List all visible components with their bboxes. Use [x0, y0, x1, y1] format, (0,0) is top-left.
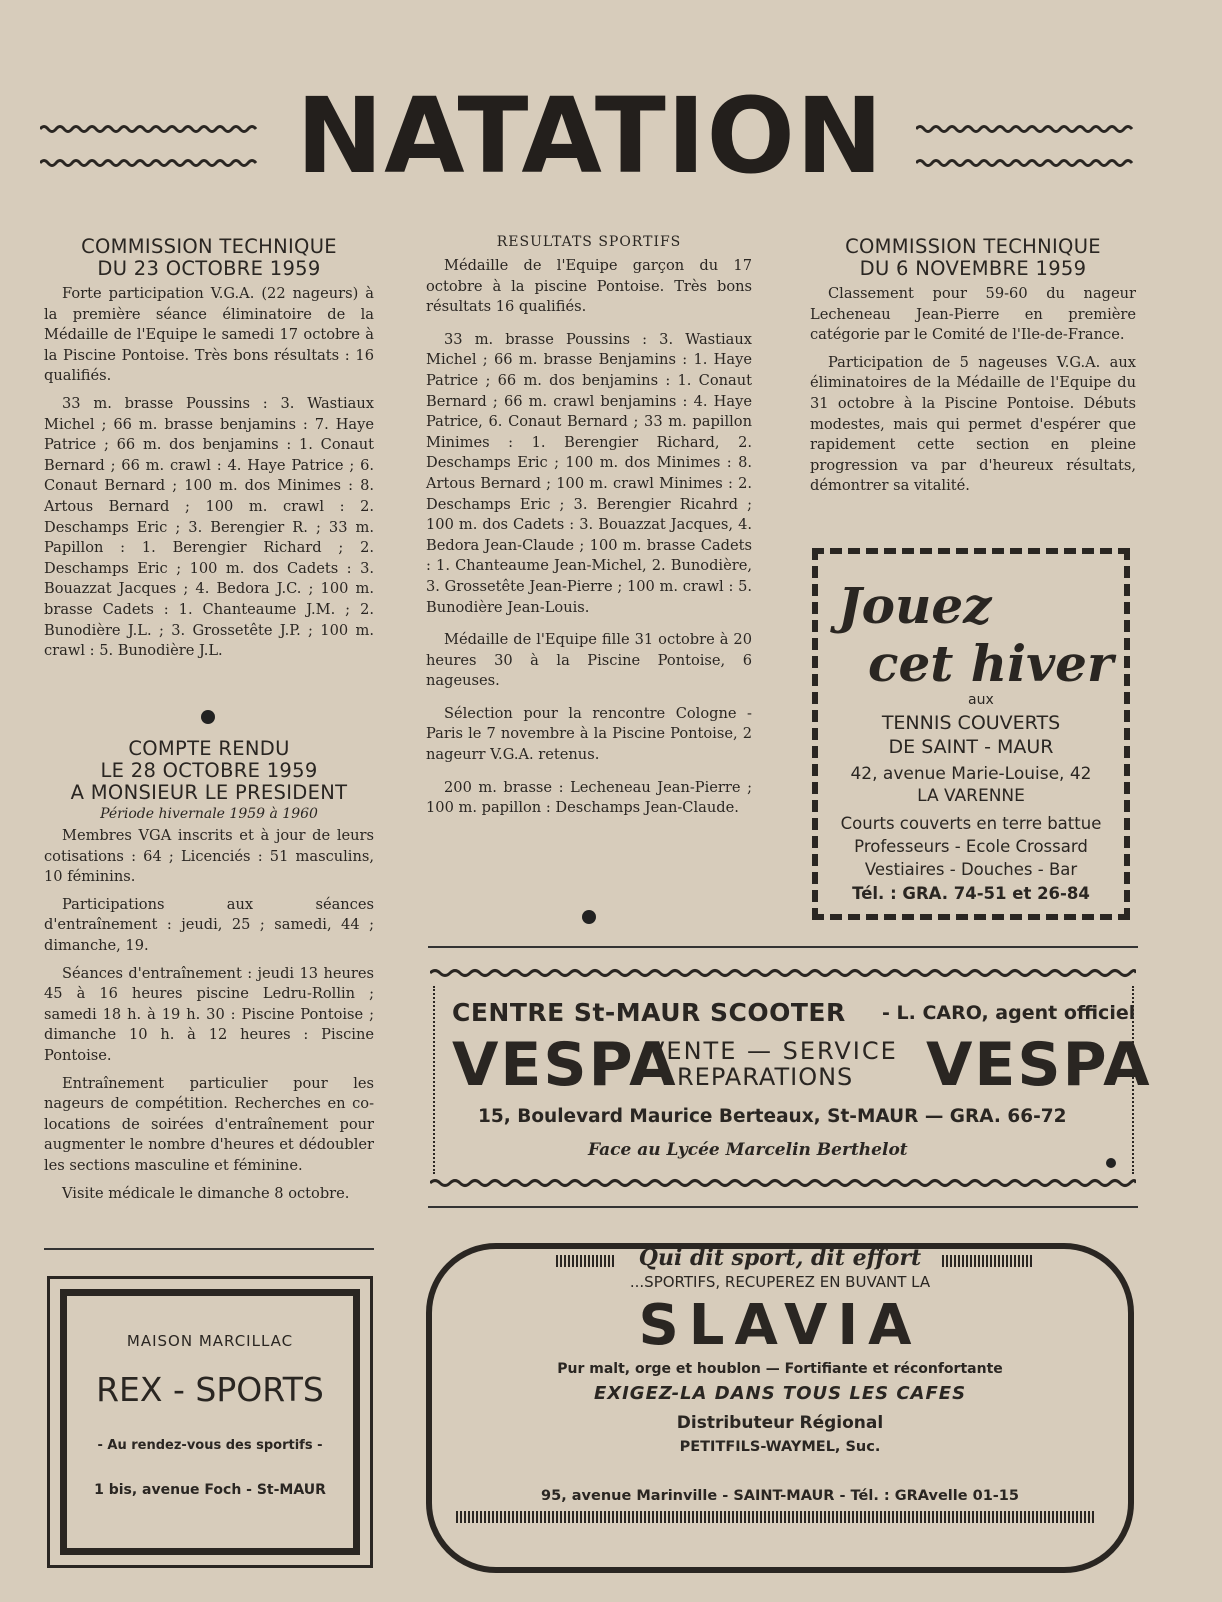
middle-paragraph: Médaille de l'Equipe garçon du 17 octobre à la piscine Pontoise. Très bons résultats 16 qualifiés.: [426, 257, 752, 316]
tennis-line1: Courts couverts en terre battue: [840, 814, 1102, 833]
middle-paragraph: 33 m. brasse Poussins : 3. Wastiaux Michel ; 66 m. brasse Benjamins : 1. Haye Patrice ; 66 m. dos benjamins : 1. Conaut Bernard ; 66 m. crawl benjamins : 4. Haye Patrice, 6. Conaut Bernard ; 33 m. papillon Minimes : 1. Berengier Richard, 2. Deschamps Eric ; 100 m. dos Minimes : 8. Artous Bernard ; 100 m. crawl Minimes : 2. Deschamps Eric ; 3. Berengier Ricahrd ; 100 m. dos Cadets : 3. Bouazzat Jacques, 4. Bedora Jean-Claude ; 100 m. brasse Cadets : 1. Chanteaume Jean-Michel, 2. Bunodière, 3. Grossetête Jean-Pierre ; 100 m. crawl : 5. Bunodière Jean-Louis.: [426, 330, 752, 616]
ad-rex-sports: [47, 1276, 373, 1568]
section2-heading-line3: A MONSIEUR LE PRESIDENT: [70, 781, 348, 804]
mid-rule-bottom: [428, 1206, 1138, 1208]
bullet-divider: [582, 910, 596, 924]
ad-tennis: [812, 548, 1130, 920]
vespa-header-left: CENTRE St-MAUR SCOOTER: [452, 998, 846, 1027]
left-column-section2: [44, 738, 374, 1211]
left-column-rule: [44, 1248, 374, 1250]
rex-name: REX - SPORTS: [96, 1370, 324, 1409]
vespa-dot: [1106, 1158, 1116, 1168]
middle-paragraph: Sélection pour la rencontre Cologne - Paris le 7 novembre à la Piscine Pontoise, 2 nageurr V.G.A. retenus.: [426, 704, 752, 764]
left-column: [44, 236, 374, 669]
right-heading-line1: COMMISSION TECHNIQUE: [845, 235, 1101, 258]
section2-paragraph: Membres VGA inscrits et à jour de leurs cotisations : 64 ; Licenciés : 51 masculins, 10 féminins.: [44, 827, 374, 886]
tennis-script-line1: Jouez: [838, 576, 992, 635]
right-paragraph: Participation de 5 nageuses V.G.A. aux éliminatoires de la Médaille de l'Equipe du 31 octobre à la Piscine Pontoise. Débuts modestes, mais qui permet d'espérer que rapidement cette section en pleine progression va par d'heureux résultats, démontrer sa vitalité.: [810, 353, 1136, 495]
right-heading-line2: DU 6 NOVEMBRE 1959: [859, 257, 1087, 280]
middle-column: [426, 234, 752, 826]
rex-address: 1 bis, avenue Foch - St-MAUR: [94, 1482, 326, 1498]
right-paragraph: Classement pour 59-60 du nageur Lecheneau Jean-Pierre en première catégorie par le Comité de l'Ile-de-France.: [810, 285, 1136, 344]
vespa-border-bottom: [430, 1178, 1136, 1188]
tennis-name-line2: DE SAINT - MAUR: [888, 736, 1054, 758]
slavia-desc: Pur malt, orge et houblon — Fortifiante et réconfortante: [557, 1361, 1003, 1377]
middle-paragraph: Médaille de l'Equipe fille 31 octobre à 20 heures 30 à la Piscine Pontoise, 6 nageuses.: [426, 631, 752, 690]
section2-paragraph: Séances d'entraînement : jeudi 13 heures 45 à 16 heures piscine Ledru-Rollin ; samedi 18 h. à 19 h. 30 : Piscine Pontoise ; dimanche 10 h. à 12 heures : Piscine Pontoise.: [44, 964, 374, 1064]
tennis-line3: Vestiaires - Douches - Bar: [864, 860, 1078, 879]
section2-paragraph: Entraînement particulier pour les nageurs de compétition. Recherches en co-locations de soirées d'entraînement pour augmenter le nombre d'heures et dédoubler les sections masculine et féminine.: [44, 1074, 374, 1174]
wavy-rule-left-top: [40, 122, 258, 136]
tennis-aux: aux: [968, 692, 994, 708]
vespa-side-left: [433, 986, 437, 1174]
tennis-name-line1: TENNIS COUVERTS: [881, 712, 1061, 734]
wavy-rule-right-bottom: [916, 156, 1134, 170]
page-title: NATATION: [296, 75, 884, 197]
section2-heading-line1: COMPTE RENDU: [128, 737, 290, 760]
rex-inner-frame: [60, 1289, 360, 1555]
wavy-rule-right-top: [916, 122, 1134, 136]
section1-paragraph: Forte participation V.G.A. (22 nageurs) à la première séance éliminatoire de la Médaille de l'Equipe le samedi 17 octobre à la Piscine Pontoise. Très bons résultats : 16 qualifiés.: [44, 285, 374, 385]
vespa-services-line1: VENTE — SERVICE: [648, 1037, 898, 1065]
mid-rule-top: [428, 946, 1138, 948]
vespa-tagline: Face au Lycée Marcelin Berthelot: [588, 1140, 908, 1160]
vespa-border-top: [430, 968, 1136, 978]
slavia-footer: 95, avenue Marinville - SAINT-MAUR - Tél. : GRAvelle 01-15: [541, 1488, 1019, 1504]
vespa-header-right: - L. CARO, agent officiel: [882, 1002, 1136, 1024]
rex-slogan: - Au rendez-vous des sportifs -: [97, 1438, 323, 1453]
tennis-city: LA VARENNE: [917, 786, 1025, 806]
section1-heading-line1: COMMISSION TECHNIQUE: [81, 235, 337, 258]
middle-paragraph: 200 m. brasse : Lecheneau Jean-Pierre ; 100 m. papillon : Deschamps Jean-Claude.: [426, 778, 752, 817]
vespa-brand-left: VESPA: [452, 1030, 678, 1100]
slavia-dist-name: PETITFILS-WAYMEL, Suc.: [679, 1439, 881, 1455]
tennis-address: 42, avenue Marie-Louise, 42: [850, 764, 1092, 784]
slavia-slogan: Qui dit sport, dit effort: [638, 1245, 922, 1271]
section2-paragraph: Visite médicale le dimanche 8 octobre.: [62, 1184, 350, 1202]
slavia-intro: ...SPORTIFS, RECUPEREZ EN BUVANT LA: [629, 1273, 931, 1291]
middle-heading: RESULTATS SPORTIFS: [496, 234, 682, 250]
section1-paragraph: 33 m. brasse Poussins : 3. Wastiaux Michel ; 66 m. brasse benjamins : 7. Haye Patrice ; 66 m. dos benjamins : 1. Conaut Bernard ; 66 m. crawl : 4. Haye Patrice ; 6. Conaut Bernard ; 100 m. dos Minimes : 8. Artous Bernard ; 100 m. crawl : 2. Deschamps Eric ; 3. Berengier R. ; 33 m. Papillon : 1. Berengier Richard ; 2. Deschamps Eric ; 100 m. dos Cadets : 3. Bouazzat Jacques ; 4. Bedora J.C. ; 100 m. brasse Cadets : 1. Chanteaume J.M. ; 2. Bunodière J.L. ; 3. Grossetête J.P. ; 100 m. crawl : 5. Bunodière J.L.: [44, 394, 374, 660]
tennis-script-line2: cet hiver: [868, 634, 1114, 693]
vespa-address: 15, Boulevard Maurice Berteaux, St-MAUR — GRA. 66-72: [478, 1106, 1067, 1127]
right-column: [810, 236, 1136, 504]
vespa-services-line2: REPARATIONS: [677, 1063, 854, 1091]
section1-heading-line2: DU 23 OCTOBRE 1959: [97, 257, 321, 280]
section2-subtitle: Période hivernale 1959 à 1960: [100, 806, 318, 822]
slavia-dist-title: Distributeur Régional: [676, 1413, 884, 1433]
slavia-hatch-bottom: [456, 1511, 1096, 1523]
vespa-brand-right: VESPA: [926, 1030, 1152, 1100]
tennis-phone: Tél. : GRA. 74-51 et 26-84: [852, 884, 1090, 903]
section2-paragraph: Participations aux séances d'entraînement : jeudi, 25 ; samedi, 44 ; dimanche, 19.: [44, 895, 374, 954]
section2-heading-line2: LE 28 OCTOBRE 1959: [100, 759, 318, 782]
ad-slavia: [426, 1243, 1134, 1573]
wavy-rule-left-bottom: [40, 156, 258, 170]
slavia-cta: EXIGEZ-LA DANS TOUS LES CAFES: [593, 1383, 967, 1404]
slavia-brand: SLAVIA: [638, 1293, 922, 1358]
tennis-line2: Professeurs - Ecole Crossard: [854, 837, 1088, 856]
bullet-divider: [201, 710, 215, 724]
rex-label: MAISON MARCILLAC: [126, 1332, 294, 1350]
